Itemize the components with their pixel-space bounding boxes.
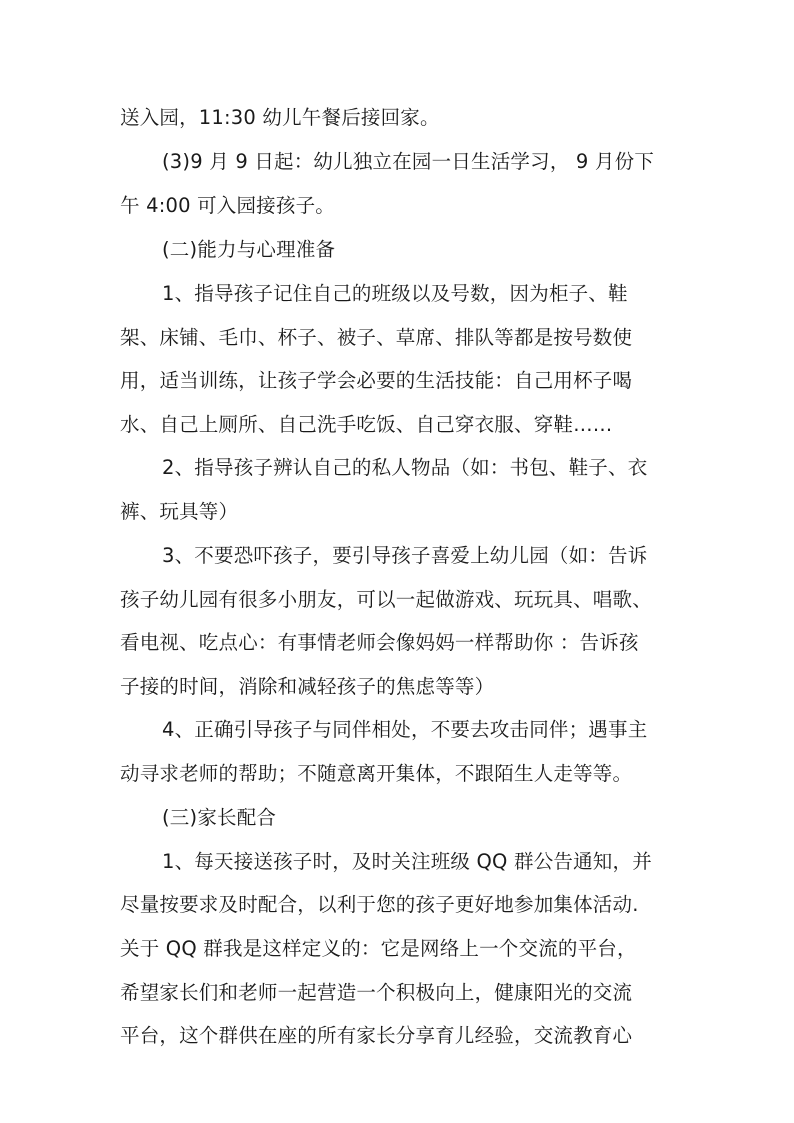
text-line: 3、不要恐吓孩子，要引导孩子喜爱上幼儿园（如：告诉 [162,544,648,567]
text-line: 2、指导孩子辨认自己的私人物品（如：书包、鞋子、衣 [162,456,648,479]
text-line: 平台，这个群供在座的所有家长分享育儿经验，交流教育心 [120,1024,633,1047]
text-line: 1、指导孩子记住自己的班级以及号数，因为柜子、鞋 [162,282,628,305]
text-line: 孩子幼儿园有很多小朋友，可以一起做游戏、玩玩具、唱歌、 [120,588,652,611]
text-line: 架、床铺、毛巾、杯子、被子、草席、排队等都是按号数使 [120,326,633,349]
text-line: (3)9 月 9 日起：幼儿独立在园一日生活学习， 9 月份下 [162,150,655,173]
section-heading: (二)能力与心理准备 [162,238,336,261]
text-line: 午 4:00 可入园接孩子。 [120,194,335,217]
text-line: 裤、玩具等） [120,500,239,523]
text-line: 希望家长们和老师一起营造一个积极向上，健康阳光的交流 [120,981,633,1004]
text-line: 关于 QQ 群我是这样定义的：它是网络上一个交流的平台， [120,937,637,960]
text-line: 用，适当训练，让孩子学会必要的生活技能：自己用杯子喝 [120,369,633,392]
text-line: 送入园，11:30 幼儿午餐后接回家。 [120,106,440,129]
text-line: 动寻求老师的帮助；不随意离开集体，不跟陌生人走等等。 [120,762,633,785]
text-line: 尽量按要求及时配合，以利于您的孩子更好地参加集体活动. [120,893,639,916]
text-line: 看电视、吃点心：有事情老师会像妈妈一样帮助你 ：告诉孩 [120,631,639,654]
text-line: 1、每天接送孩子时，及时关注班级 QQ 群公告通知，并 [162,850,652,873]
text-line: 子接的时间，消除和减轻孩子的焦虑等等） [120,675,495,698]
text-line: 4、正确引导孩子与同伴相处，不要去攻击同伴；遇事主 [162,718,648,741]
text-line: 水、自己上厕所、自己洗手吃饭、自己穿衣服、穿鞋…… [120,413,613,436]
section-heading: (三)家长配合 [162,806,277,829]
